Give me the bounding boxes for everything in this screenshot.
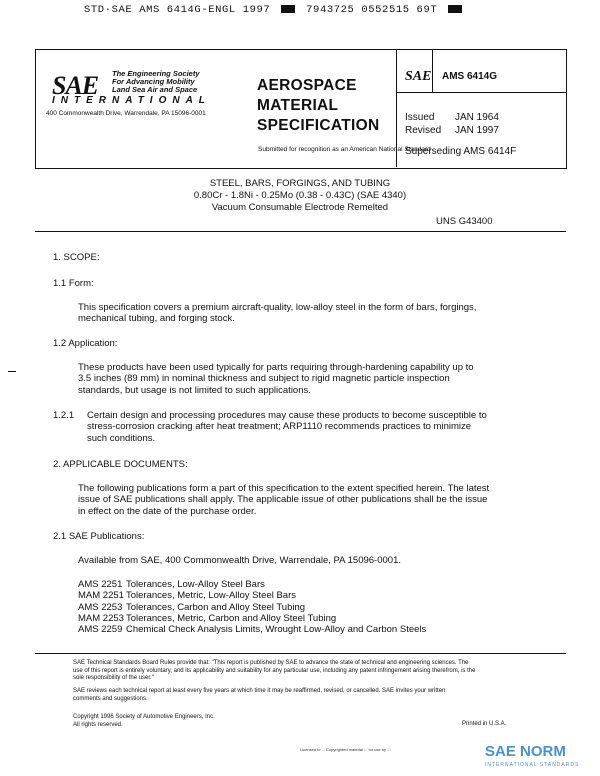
list-item	[78, 602, 426, 613]
document-code: STD·SAE AMS 6414G-ENGL 1997	[84, 4, 271, 16]
barcode-block	[281, 5, 295, 13]
text-line: This specification covers a premium aircraft-quality, low-alloy steel in the form of bars, forgings,	[78, 302, 477, 313]
submitted-note: Submitted for recognition as an American National Standard	[258, 146, 431, 153]
text-line: Certain design and processing procedures may cause these products to become susceptible to	[87, 410, 487, 421]
text-line: standards, but usage is not limited to such applications.	[78, 384, 311, 396]
issued-label: Issued	[405, 112, 435, 123]
license-watermark: Licensed to ... Copyrighted material ... for use by ...	[300, 747, 391, 752]
text-line: mechanical tubing, and forging stock.	[78, 313, 235, 325]
ref-code: AMS 2251	[78, 579, 123, 590]
footer-line: All rights reserved.	[73, 721, 123, 728]
document-code-2: 7943725 0552515 69T	[306, 4, 438, 16]
document-type-title	[257, 76, 379, 136]
ref-title: Tolerances, Metric, Carbon and Alloy Steel Tubing	[126, 612, 337, 624]
ref-title: Tolerances, Low-Alloy Steel Bars	[126, 579, 265, 590]
text-line: These products have been used typically for parts requiring through-hardening capability up to	[78, 362, 474, 373]
ref-title: Tolerances, Carbon and Alloy Steel Tubing	[126, 601, 306, 613]
section-1-1-heading: 1.1 Form:	[53, 278, 94, 289]
text-line: such conditions.	[87, 432, 156, 444]
ref-code: AMS 2259	[78, 624, 123, 636]
text-line: The following publications form a part of this specification to the extent specified herein. The latest	[78, 483, 490, 494]
subject-line-1: STEEL, BARS, FORGINGS, AND TUBING	[209, 178, 391, 189]
sae-small-logo: SAE	[405, 69, 432, 84]
text-line: stress-corrosion cracking after heat treatment; ARP1110 recommends practices to minimize	[87, 421, 472, 433]
document-number: AMS 6414G	[442, 71, 498, 82]
barcode-block	[448, 5, 462, 13]
issued-value: JAN 1964	[455, 112, 499, 123]
tagline-line: The Engineering Society	[112, 69, 200, 78]
footer-line: SAE Technical Standards Board Rules provide that: "This report is published by SAE to advance the state of technical and engineering sciences. The	[73, 660, 469, 666]
subject-line-3: Vacuum Consumable Electrode Remelted	[211, 202, 389, 213]
footer-line: Copyright 1996 Society of Automotive Engineers, Inc.	[73, 714, 215, 720]
document-code-line	[84, 4, 466, 16]
title-line: SPECIFICATION	[257, 117, 380, 134]
logo-tagline	[112, 70, 200, 94]
list-item	[78, 590, 426, 601]
saenorm-brand: SAE NORM	[485, 743, 566, 760]
text-line: 3.5 inches (89 mm) in nominal thickness and subject to rigid magnetic particle inspection	[78, 373, 450, 385]
subject-line-2: 0.80Cr - 1.8Ni - 0.25Mo (0.38 - 0.43C) (SAE 4340)	[193, 190, 407, 201]
tagline-line: Land Sea Air and Space	[112, 85, 198, 94]
ref-code: MAM 2253	[78, 612, 124, 624]
margin-mark	[8, 371, 16, 372]
ref-code: AMS 2253	[78, 601, 123, 613]
footer-line: use of this report is entirely voluntary, and its applicability and suitability for any particular use, including any patent infringement arising therefrom, is the	[73, 667, 476, 674]
header-divider	[396, 92, 566, 93]
ref-title: Chemical Check Analysis Limits, Wrought Low-Alloy and Carbon Steels	[126, 624, 427, 636]
tagline-line: For Advancing Mobility	[112, 77, 195, 86]
saenorm-brand-sub: INTERNATIONAL STANDARDS	[485, 762, 580, 768]
revised-value: JAN 1997	[455, 125, 499, 136]
footer-line: sole responsibility of the user."	[73, 675, 154, 681]
section-1-heading: 1. SCOPE:	[53, 252, 100, 263]
logo-international: INTERNATIONAL	[52, 95, 211, 106]
section-1-2-text	[78, 362, 474, 396]
title-line: MATERIAL	[257, 97, 339, 114]
uns-number: UNS G43400	[436, 216, 493, 227]
superseding: Superseding AMS 6414F	[405, 146, 517, 157]
footer-line: comments and suggestions.	[73, 695, 148, 702]
sae-logo: SAE	[52, 71, 99, 100]
section-2-text	[78, 483, 489, 517]
list-item	[78, 624, 426, 635]
footer-rule	[35, 653, 566, 654]
footer-rules-note	[73, 660, 563, 683]
printed-in: Printed in U.S.A.	[462, 721, 507, 727]
ref-title: Tolerances, Metric, Low-Alloy Steel Bars	[126, 590, 297, 602]
text-line: in effect on the date of the purchase order.	[78, 505, 257, 517]
revised-label: Revised	[405, 125, 442, 136]
ref-code: MAM 2251	[78, 590, 124, 602]
section-1-2-heading: 1.2 Application:	[53, 338, 118, 349]
copyright	[73, 714, 215, 729]
footer-review-note	[73, 688, 563, 703]
section-1-1-text	[78, 302, 476, 325]
section-2-heading: 2. APPLICABLE DOCUMENTS:	[53, 459, 188, 470]
sae-address: 400 Commonwealth Drive, Warrendale, PA 15096-0001	[46, 110, 206, 117]
reference-list	[78, 579, 426, 635]
subject-rule	[35, 231, 566, 232]
section-1-2-1-text	[87, 410, 487, 444]
text-line: issue of SAE publications shall apply. The applicable issue of other publications shall be the issue	[78, 494, 488, 506]
list-item	[78, 579, 426, 590]
section-2-1-availability: Available from SAE, 400 Commonwealth Drive, Warrendale, PA 15096-0001.	[78, 555, 401, 566]
section-1-2-1-number: 1.2.1	[53, 410, 75, 421]
list-item	[78, 613, 426, 624]
header-divider	[432, 49, 433, 92]
footer-line: SAE reviews each technical report at least every five years at which time it may be reaffirmed, revised, or cancelled. SAE invites your written	[73, 688, 446, 694]
section-2-1-heading: 2.1 SAE Publications:	[53, 531, 145, 542]
title-line: AEROSPACE	[257, 77, 357, 94]
issue-dates	[405, 111, 555, 137]
